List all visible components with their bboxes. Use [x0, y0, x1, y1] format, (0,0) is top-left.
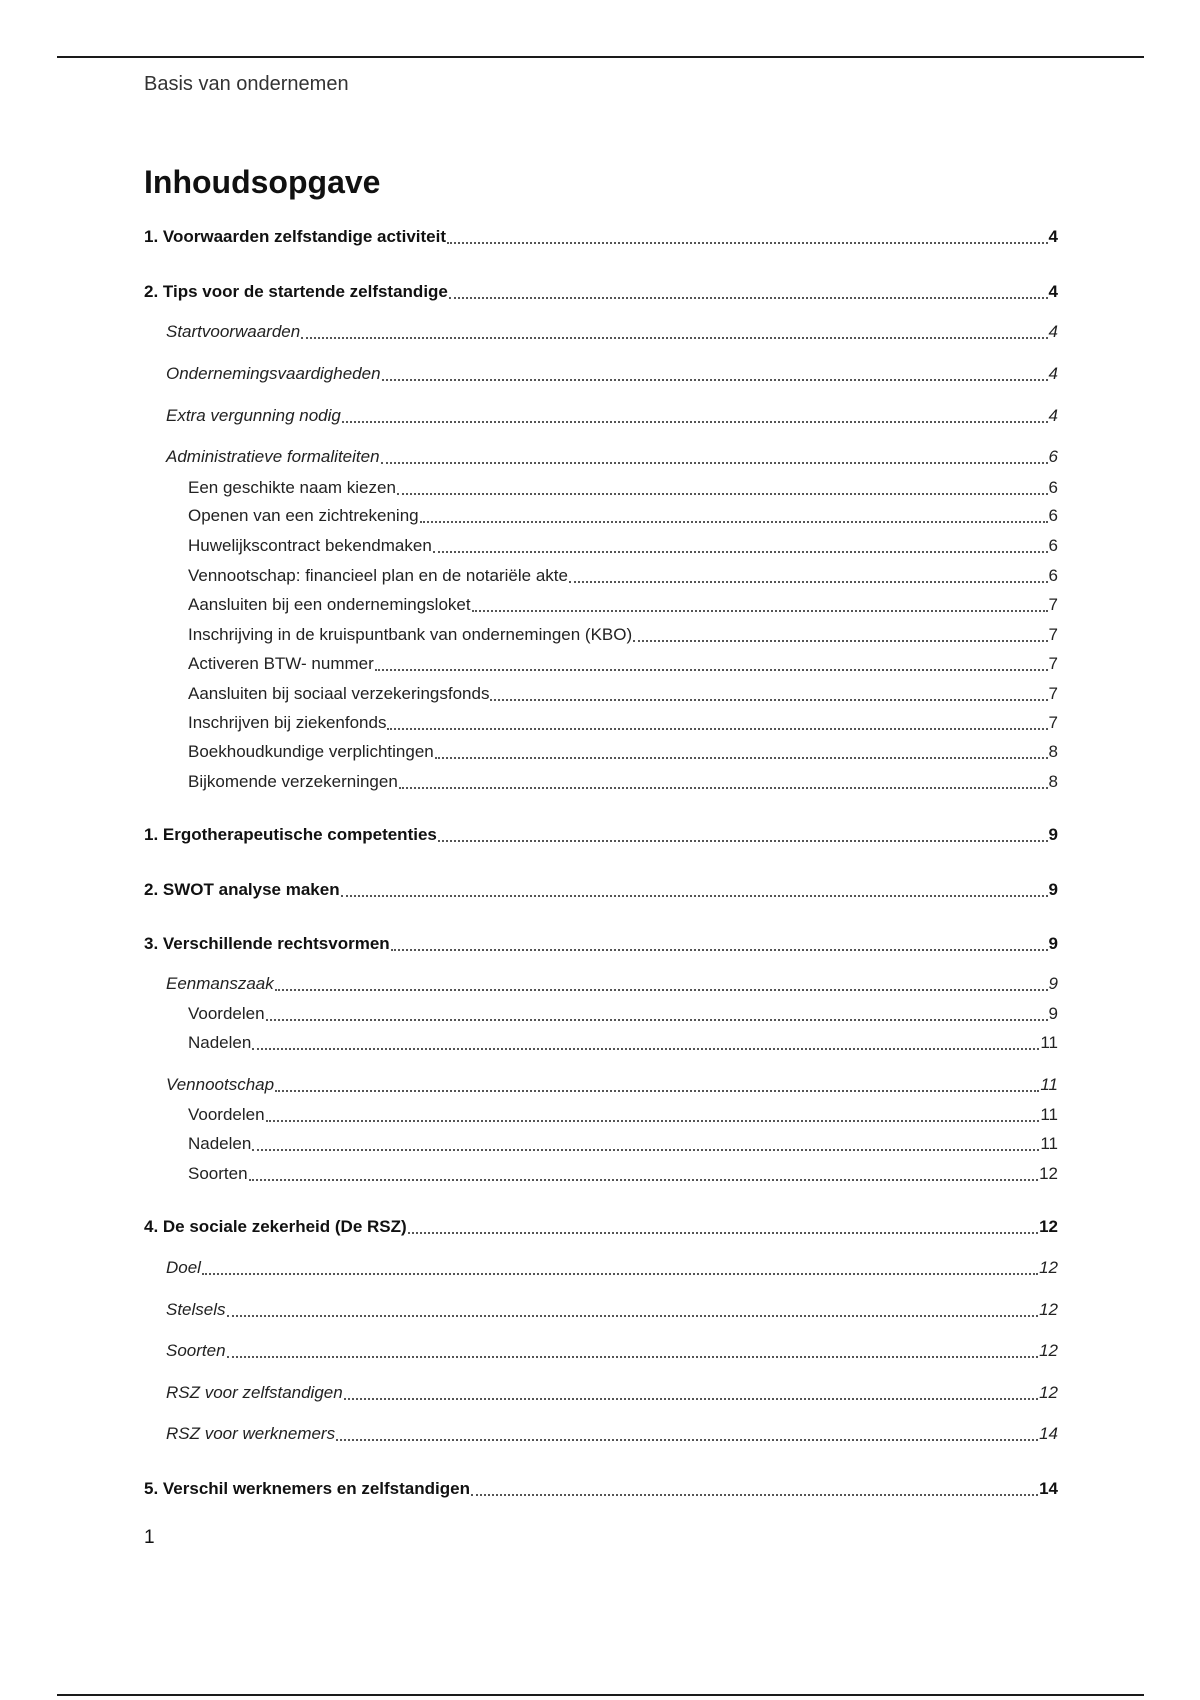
- toc-entry-page: 9: [1048, 825, 1058, 844]
- toc-entry[interactable]: [188, 1003, 1058, 1025]
- toc-entry-label: Startvoorwaarden: [166, 322, 301, 341]
- dot-leader: [569, 581, 1048, 583]
- running-header: Basis van ondernemen: [144, 73, 349, 95]
- toc-entry-page: 9: [1048, 934, 1058, 953]
- toc-title: Inhoudsopgave: [144, 164, 381, 200]
- toc-entry-page: 6: [1048, 478, 1058, 497]
- dot-leader: [344, 1398, 1038, 1400]
- toc-entry[interactable]: [188, 712, 1058, 734]
- dot-leader: [391, 949, 1048, 951]
- toc-entry[interactable]: [188, 1133, 1058, 1155]
- dot-leader: [275, 1090, 1039, 1092]
- toc-entry-label: Nadelen: [188, 1033, 252, 1052]
- toc-entry-label: Activeren BTW- nummer: [188, 654, 374, 673]
- toc-entry[interactable]: [188, 594, 1058, 616]
- toc-entry-page: 12: [1039, 1341, 1058, 1360]
- dot-leader: [447, 242, 1048, 244]
- toc-entry-page: 12: [1039, 1164, 1058, 1183]
- toc-entry-label: Extra vergunning nodig: [166, 406, 341, 425]
- toc-entry-page: 11: [1040, 1105, 1058, 1124]
- toc-entry-page: 14: [1039, 1424, 1058, 1443]
- toc-entry[interactable]: [188, 565, 1058, 587]
- toc-entry-page: 12: [1039, 1217, 1058, 1236]
- toc-entry-label: Soorten: [188, 1164, 248, 1183]
- toc-entry[interactable]: [188, 771, 1058, 793]
- toc-entry-page: 7: [1048, 684, 1058, 703]
- toc-entry-page: 8: [1048, 772, 1058, 791]
- toc-entry-label: Doel: [166, 1258, 201, 1277]
- dot-leader: [633, 640, 1047, 642]
- toc-entry[interactable]: [166, 1299, 1058, 1321]
- toc-entry[interactable]: [188, 1163, 1058, 1185]
- toc-entry[interactable]: [188, 741, 1058, 763]
- dot-leader: [266, 1019, 1048, 1021]
- dot-leader: [375, 669, 1048, 671]
- toc-entry-label: Soorten: [166, 1341, 226, 1360]
- footer-rule: [57, 1694, 1144, 1696]
- dot-leader: [381, 462, 1048, 464]
- toc-entry[interactable]: [166, 1382, 1058, 1404]
- toc-entry[interactable]: [188, 683, 1058, 705]
- dot-leader: [227, 1315, 1039, 1317]
- toc-entry-page: 6: [1048, 506, 1058, 525]
- toc-entry[interactable]: [166, 363, 1058, 385]
- toc-entry-page: 12: [1039, 1300, 1058, 1319]
- toc-entry-label: Eenmanszaak: [166, 974, 274, 993]
- toc-entry-page: 4: [1048, 406, 1058, 425]
- toc-entry-label: Boekhoudkundige verplichtingen: [188, 742, 434, 761]
- page-number: 1: [144, 1527, 155, 1548]
- toc-entry-label: Openen van een zichtrekening: [188, 506, 419, 525]
- toc-entry-page: 7: [1048, 595, 1058, 614]
- dot-leader: [342, 421, 1048, 423]
- toc-entry[interactable]: [144, 281, 1058, 303]
- toc-entry[interactable]: [144, 1478, 1058, 1500]
- dot-leader: [341, 895, 1048, 897]
- dot-leader: [433, 551, 1048, 553]
- toc-entry-page: 11: [1040, 1134, 1058, 1153]
- dot-leader: [420, 521, 1048, 523]
- toc-entry-page: 9: [1048, 880, 1058, 899]
- dot-leader: [435, 757, 1048, 759]
- toc-entry-page: 9: [1048, 1004, 1058, 1023]
- toc-entry-page: 8: [1048, 742, 1058, 761]
- dot-leader: [382, 379, 1048, 381]
- toc-entry-label: Aansluiten bij sociaal verzekeringsfonds: [188, 684, 490, 703]
- toc-entry-label: 2. SWOT analyse maken: [144, 880, 340, 899]
- toc-entry-page: 7: [1048, 625, 1058, 644]
- toc-entry[interactable]: [144, 824, 1058, 846]
- toc-entry-page: 4: [1048, 227, 1058, 246]
- toc-entry[interactable]: [144, 226, 1058, 248]
- toc-entry[interactable]: [166, 405, 1058, 427]
- toc-entry-page: 6: [1048, 536, 1058, 555]
- toc-entry[interactable]: [188, 1104, 1058, 1126]
- toc-entry-label: Vennootschap: financieel plan en de notariële akte: [188, 566, 568, 585]
- toc-entry[interactable]: [188, 535, 1058, 557]
- dot-leader: [397, 493, 1048, 495]
- dot-leader: [490, 699, 1047, 701]
- dot-leader: [387, 728, 1047, 730]
- toc-entry[interactable]: [166, 1423, 1058, 1445]
- toc-entry-page: 12: [1039, 1258, 1058, 1277]
- toc-entry[interactable]: [166, 321, 1058, 343]
- toc-entry[interactable]: [188, 1032, 1058, 1054]
- toc-entry[interactable]: [144, 933, 1058, 955]
- toc-entry-label: 1. Ergotherapeutische competenties: [144, 825, 437, 844]
- toc-entry-label: Vennootschap: [166, 1075, 275, 1094]
- toc-entry-label: Aansluiten bij een ondernemingsloket: [188, 595, 471, 614]
- toc-entry-label: 2. Tips voor de startende zelfstandige: [144, 282, 448, 301]
- toc-entry[interactable]: [166, 446, 1058, 468]
- dot-leader: [202, 1273, 1038, 1275]
- toc-entry-page: 7: [1048, 654, 1058, 673]
- dot-leader: [438, 840, 1048, 842]
- toc-entry[interactable]: [144, 879, 1058, 901]
- toc-entry-page: 14: [1039, 1479, 1058, 1498]
- toc-entry[interactable]: [188, 505, 1058, 527]
- header-rule: [57, 56, 1144, 58]
- dot-leader: [227, 1356, 1039, 1358]
- dot-leader: [472, 610, 1048, 612]
- toc-entry-page: 4: [1048, 322, 1058, 341]
- toc-entry-label: Huwelijkscontract bekendmaken: [188, 536, 432, 555]
- toc-entry-label: 3. Verschillende rechtsvormen: [144, 934, 390, 953]
- toc-entry-page: 4: [1048, 364, 1058, 383]
- toc-entry[interactable]: [188, 477, 1058, 499]
- toc-entry[interactable]: [166, 973, 1058, 995]
- toc-entry[interactable]: [166, 1257, 1058, 1279]
- toc-entry-label: Stelsels: [166, 1300, 226, 1319]
- toc-entry-page: 11: [1040, 1033, 1058, 1052]
- dot-leader: [336, 1439, 1038, 1441]
- toc-entry-label: Voordelen: [188, 1105, 265, 1124]
- toc-entry[interactable]: [188, 653, 1058, 675]
- toc-entry-label: Voordelen: [188, 1004, 265, 1023]
- toc-entry[interactable]: [188, 624, 1058, 646]
- toc-entry-page: 6: [1048, 566, 1058, 585]
- dot-leader: [252, 1149, 1039, 1151]
- toc-entry-page: 9: [1048, 974, 1058, 993]
- dot-leader: [449, 297, 1048, 299]
- toc-entry-label: Administratieve formaliteiten: [166, 447, 380, 466]
- toc-entry[interactable]: [166, 1074, 1058, 1096]
- dot-leader: [471, 1494, 1038, 1496]
- toc-entry-label: Een geschikte naam kiezen: [188, 478, 396, 497]
- toc-entry-label: 5. Verschil werknemers en zelfstandigen: [144, 1479, 470, 1498]
- toc-entry-page: 6: [1048, 447, 1058, 466]
- toc-entry[interactable]: [166, 1340, 1058, 1362]
- dot-leader: [408, 1232, 1038, 1234]
- toc-entry-label: Bijkomende verzekerningen: [188, 772, 398, 791]
- toc-entry-page: 11: [1040, 1075, 1058, 1094]
- toc-entry-label: Inschrijven bij ziekenfonds: [188, 713, 387, 732]
- toc-entry-page: 12: [1039, 1383, 1058, 1402]
- dot-leader: [252, 1048, 1039, 1050]
- dot-leader: [275, 989, 1048, 991]
- dot-leader: [399, 787, 1048, 789]
- toc-entry-label: 4. De sociale zekerheid (De RSZ): [144, 1217, 407, 1236]
- toc-entry-label: RSZ voor zelfstandigen: [166, 1383, 343, 1402]
- toc-entry-label: RSZ voor werknemers: [166, 1424, 336, 1443]
- toc-entry-label: Ondernemingsvaardigheden: [166, 364, 381, 383]
- toc-entry[interactable]: [144, 1216, 1058, 1238]
- dot-leader: [249, 1179, 1039, 1181]
- toc-entry-label: Inschrijving in de kruispuntbank van ondernemingen (KBO): [188, 625, 633, 644]
- dot-leader: [301, 337, 1047, 339]
- toc-entry-label: 1. Voorwaarden zelfstandige activiteit: [144, 227, 446, 246]
- dot-leader: [266, 1120, 1040, 1122]
- toc-entry-label: Nadelen: [188, 1134, 252, 1153]
- toc-entry-page: 7: [1048, 713, 1058, 732]
- toc-entry-page: 4: [1048, 282, 1058, 301]
